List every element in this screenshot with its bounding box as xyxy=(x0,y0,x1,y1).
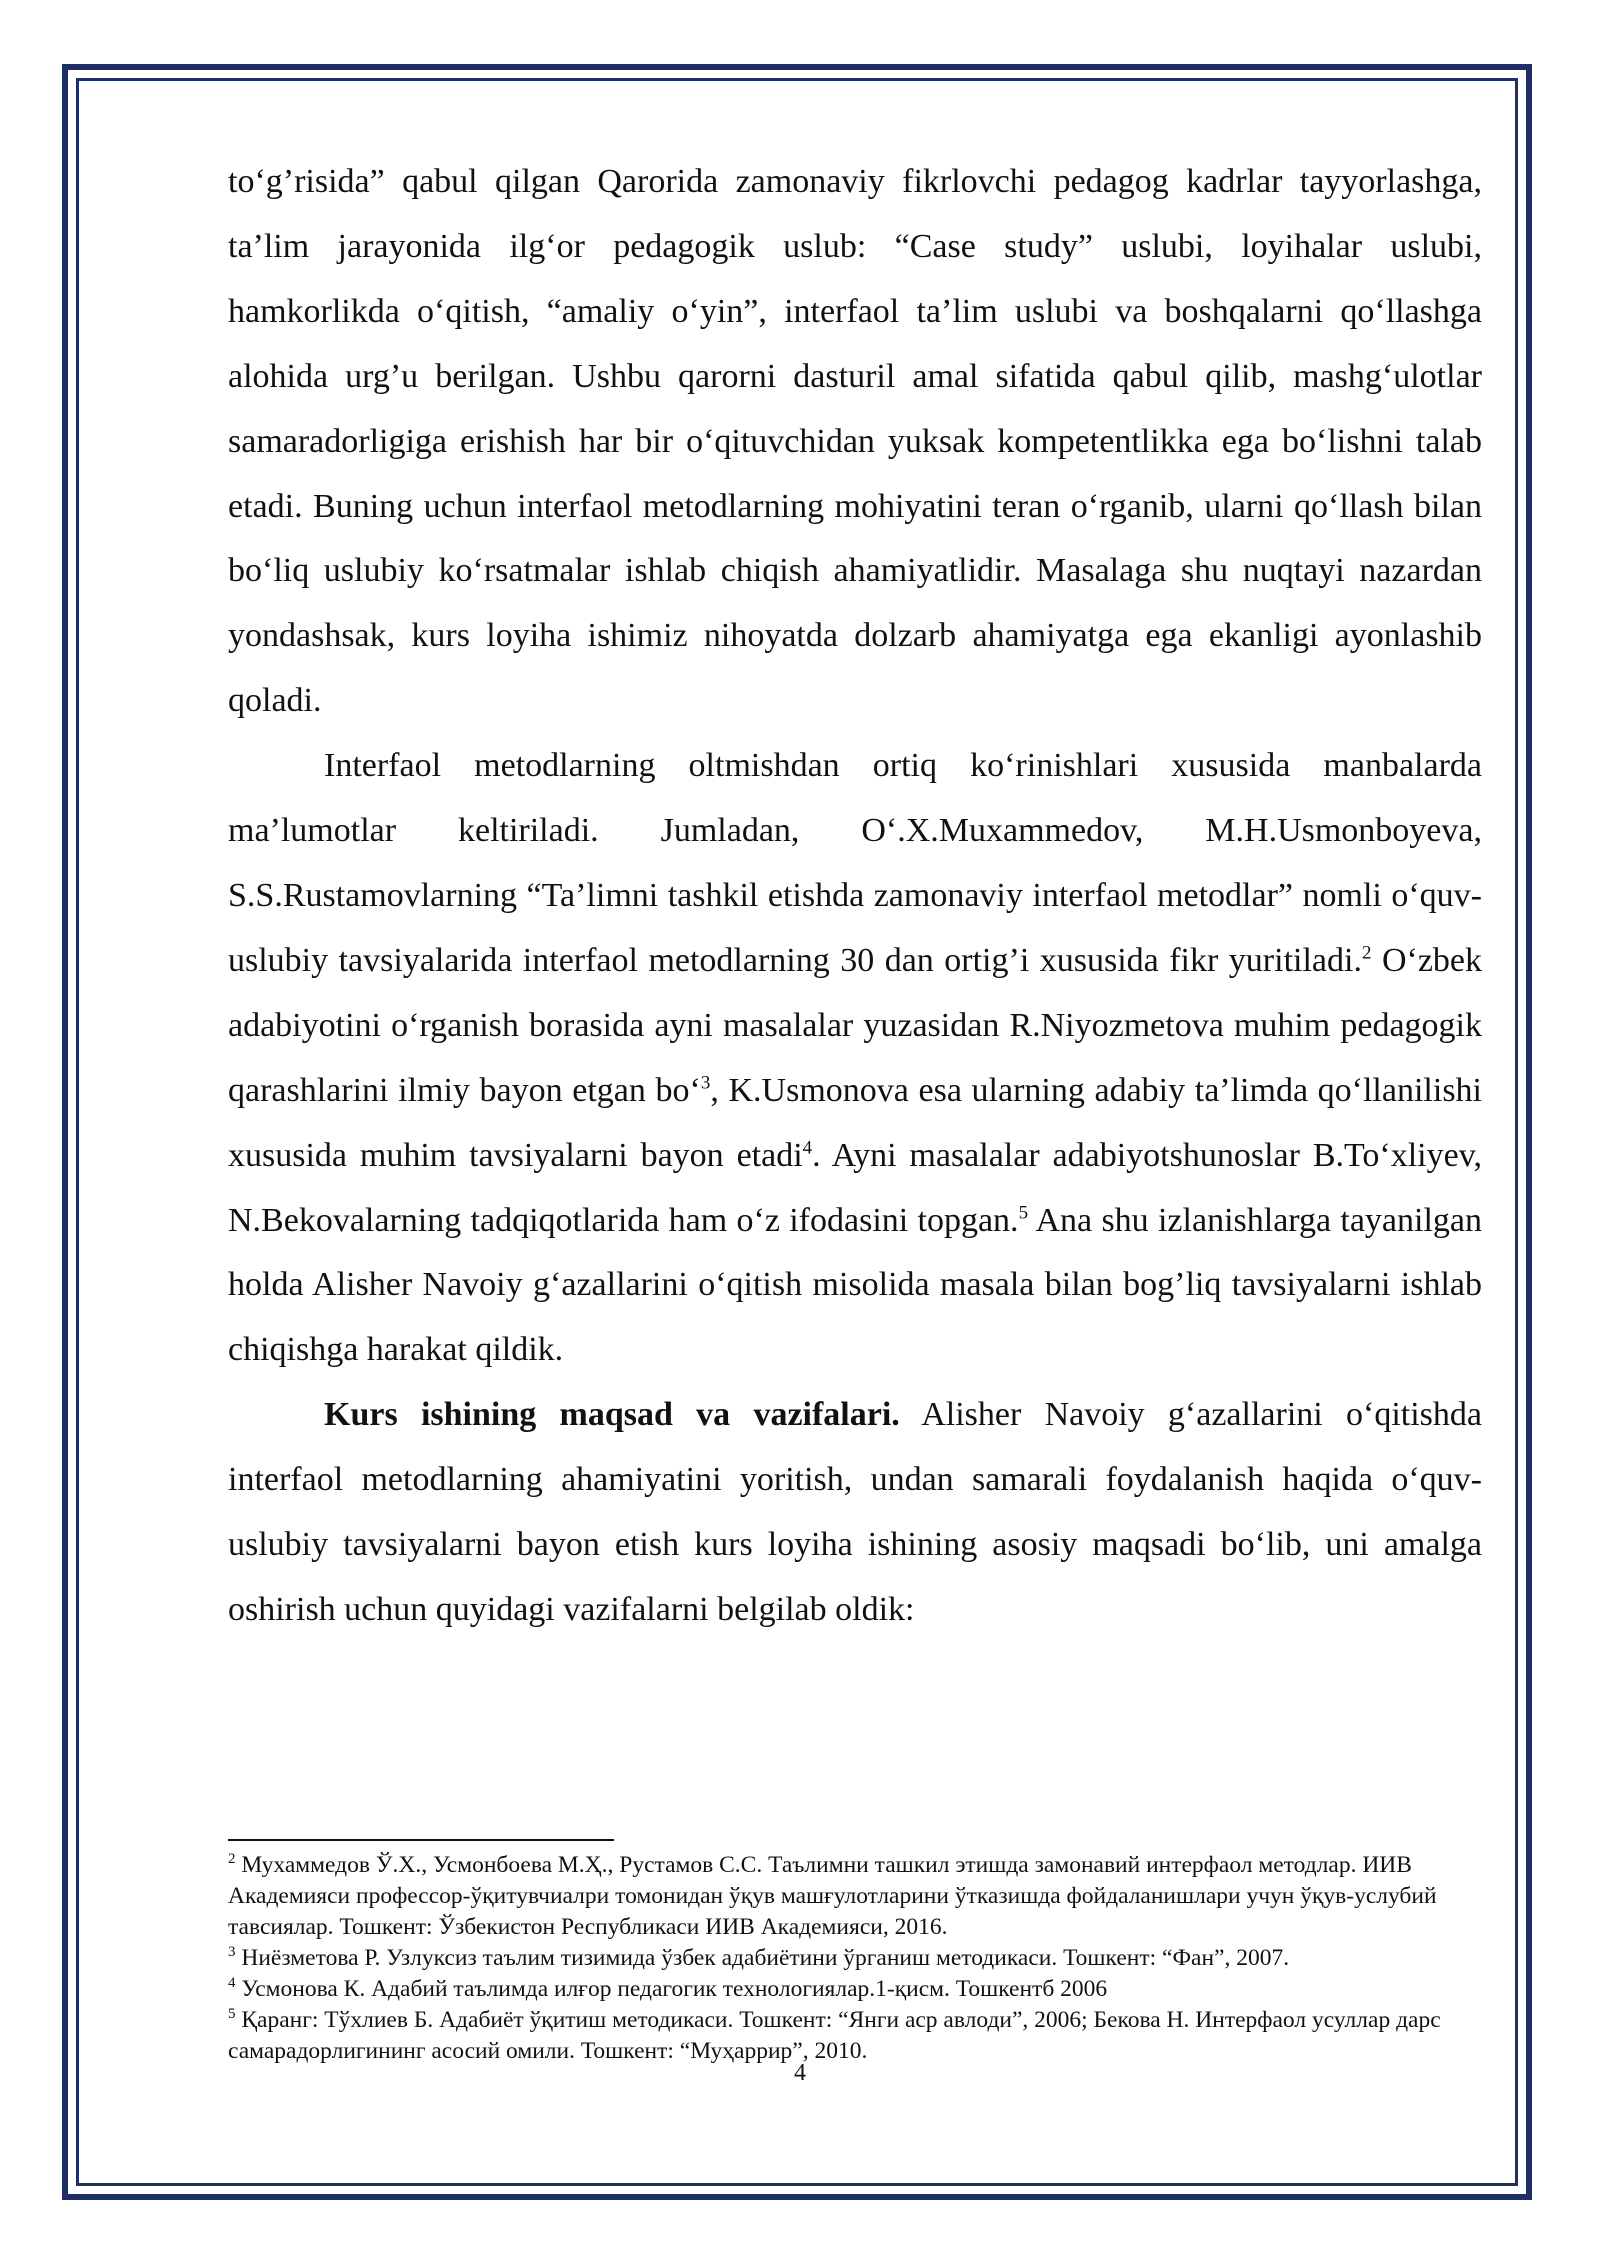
footnote-text: Ниёзметова Р. Узлуксиз таълим тизимида ўзбек адабиётини ўрганиш методикаси. Тошкент: “Фан”, 2007. xyxy=(235,1945,1290,1971)
main-text xyxy=(228,150,1482,1643)
paragraph-2-part-e: Ana shu izlanishlarga tayanilgan holda Alisher Navoiy g‘azallarini o‘qitish misolida masala bilan bog’liq tavsiyalarni ishlab chiqishga harakat qildik. xyxy=(228,1201,1482,1369)
footnote-ref-3[interactable]: 3 xyxy=(700,1072,711,1094)
paragraph-2-part-b: O‘zbek adabiyotini o‘rganish borasida ayni masalalar yuzasidan R.Niyozmetova muhim pedagogik qarashlarini ilmiy bayon etgan bo‘ xyxy=(228,941,1482,1109)
paragraph-2-part-a: Interfaol metodlarning oltmishdan ortiq ko‘rinishlari xususida manbalarda ma’lumotlar keltiriladi. Jumladan, O‘.X.Muxammedov, M.H.Usmonboyeva, S.S.Rustamovlarning “Ta’limni tashkil etishda zamonaviy interfaol metodlar” nomli o‘quv-uslubiy tavsiyalarida interfaol metodlarning 30 dan ortig’i xususida fikr yuritiladi. xyxy=(228,747,1482,979)
paragraph-2 xyxy=(228,734,1482,1383)
footnote-3 xyxy=(228,1943,1482,1974)
footnote-4 xyxy=(228,1974,1482,2005)
paragraph-3 xyxy=(228,1383,1482,1643)
footnote-text: Қаранг: Тўхлиев Б. Адабиёт ўқитиш методикаси. Тошкент: “Янги аср авлоди”, 2006; Бекова Н. Интерфаол усуллар дарс самарадорлигининг асосий омили. Тошкент: “Муҳаррир”, 2010. xyxy=(228,2007,1441,2064)
footnote-ref-2[interactable]: 2 xyxy=(1361,942,1372,964)
footnote-ref-4[interactable]: 4 xyxy=(802,1137,813,1159)
footnote-number: 3 xyxy=(228,1944,236,1961)
footnote-number: 2 xyxy=(228,1851,236,1868)
page-number: 4 xyxy=(794,2060,806,2086)
footnote-text: Усмонова К. Адабий таълимда илғор педагогик технологиялар.1-қисм. Тошкентб 2006 xyxy=(235,1976,1108,2002)
footnote-2 xyxy=(228,1850,1482,1943)
footnote-ref-5[interactable]: 5 xyxy=(1018,1202,1029,1224)
paragraph-2-part-d: . Ayni masalalar adabiyotshunoslar B.To‘xliyev, N.Bekovalarning tadqiqotlarida ham o‘z ifodasini topgan. xyxy=(228,1136,1482,1239)
section-heading: Kurs ishining maqsad va vazifalari. xyxy=(324,1396,900,1434)
footnote-separator xyxy=(228,1839,614,1841)
footnote-number: 5 xyxy=(228,2006,236,2023)
footnote-text: Мухаммедов Ў.Х., Усмонбоева М.Ҳ., Рустамов С.С. Таълимни ташкил этишда замонавий интерфаол методлар. ИИВ Академияси профессор-ўқитувчиалри томонидан ўқув машғулотларини ўтказишда фойдаланишлари учун ўқув-услубий тавсиялар. Тошкент: Ўзбекистон Республикаси ИИВ Академияси, 2016. xyxy=(228,1852,1437,1940)
paragraph-1: to‘g’risida” qabul qilgan Qarorida zamonaviy fikrlovchi pedagog kadrlar tayyorlashga, ta’lim jarayonida ilg‘or pedagogik uslub: “Case study” uslubi, loyihalar uslubi, hamkorlikda o‘qitish, “amaliy o‘yin”, interfaol ta’lim uslubi va boshqalarni qo‘llashga alohida urg’u berilgan. Ushbu qarorni dasturil amal sifatida qabul qilib, mashg‘ulotlar samaradorligiga erishish har bir o‘qituvchidan yuksak kompetentlikka ega bo‘lishni talab etadi. Buning uchun interfaol metodlarning mohiyatini teran o‘rganib, ularni qo‘llash bilan bo‘liq uslubiy ko‘rsatmalar ishlab chiqish ahamiyatlidir. Masalaga shu nuqtayi nazardan yondashsak, kurs loyiha ishimiz nihoyatda dolzarb ahamiyatga ega ekanligi ayonlashib qoladi. xyxy=(228,163,1482,720)
footnotes xyxy=(228,1850,1482,2067)
paragraph-3-body: Alisher Navoiy g‘azallarini o‘qitishda interfaol metodlarning ahamiyatini yoritish, undan samarali foydalanish haqida o‘quv-uslubiy tavsiyalarni bayon etish kurs loyiha ishining asosiy maqsadi bo‘lib, uni amalga oshirish uchun quyidagi vazifalarni belgilab oldik: xyxy=(228,1396,1482,1628)
footnote-number: 4 xyxy=(228,1975,236,1992)
paragraph-2-part-c: , K.Usmonova esa ularning adabiy ta’limda qo‘llanilishi xususida muhim tavsiyalarni bayon etadi xyxy=(228,1071,1482,1174)
footnote-5 xyxy=(228,2005,1482,2067)
